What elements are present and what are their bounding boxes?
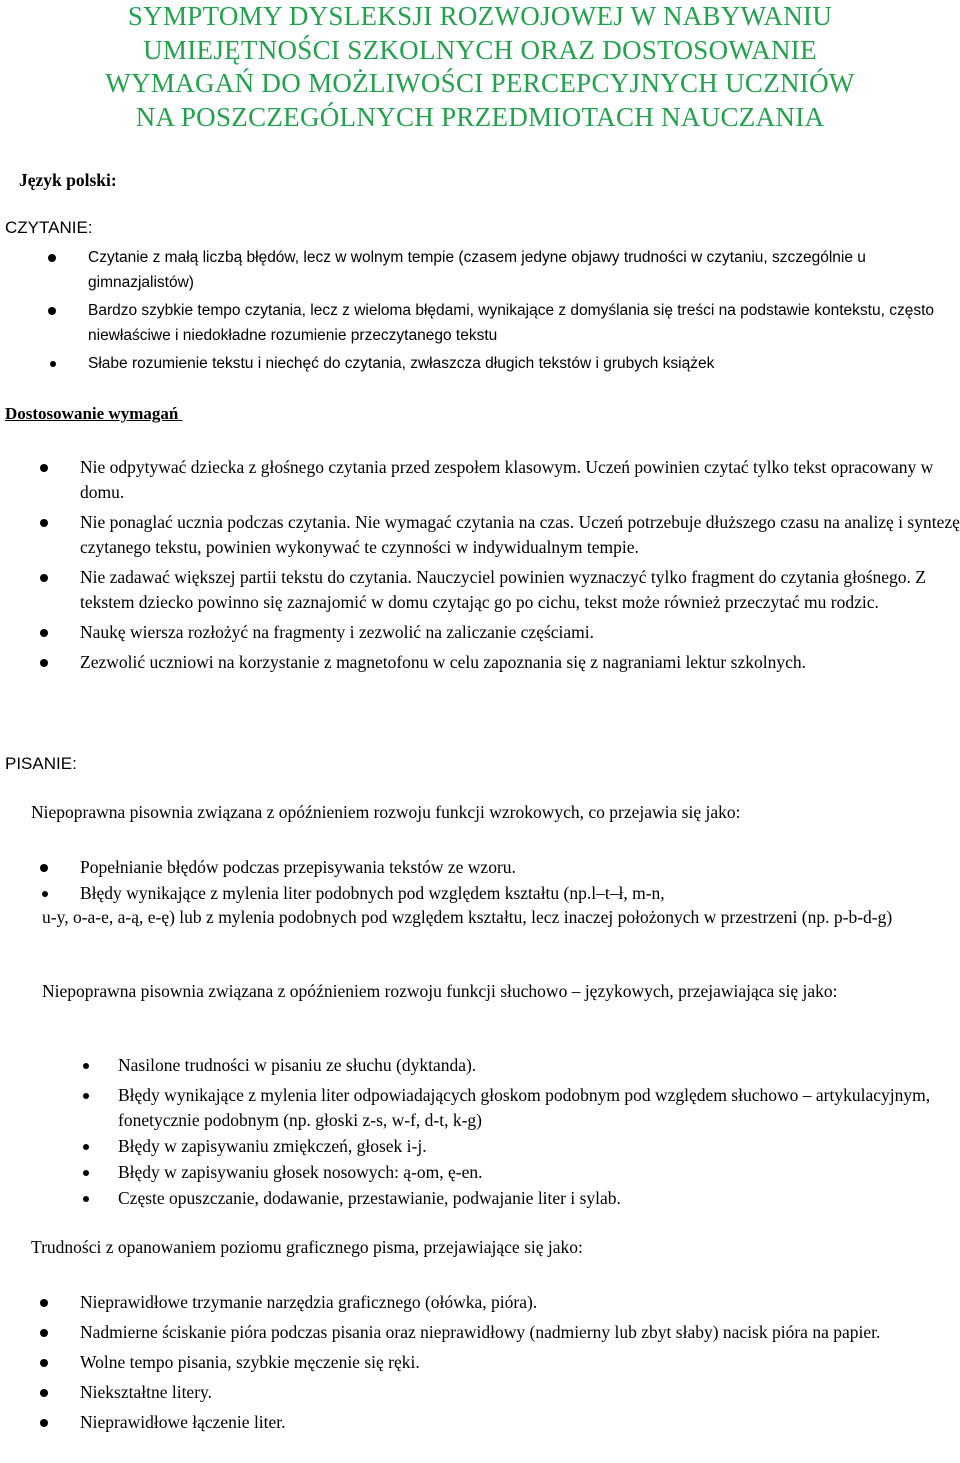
- wzrokowe-intro: Niepoprawna pisownia związana z opóźnieniem rozwoju funkcji wzrokowych, co przejawia się jako:: [31, 802, 741, 822]
- title-line: WYMAGAŃ DO MOŻLIWOŚCI PERCEPCYJNYCH UCZNIÓW: [105, 68, 855, 98]
- bullet-icon: [42, 891, 48, 897]
- bullet-icon: [83, 1196, 89, 1202]
- list-item: Naukę wiersza rozłożyć na fragmenty i zezwolić na zaliczanie częściami.: [80, 620, 960, 645]
- bullet-icon: [40, 1329, 48, 1337]
- list-item: Błędy w zapisywaniu zmiękczeń, głosek i-j.: [118, 1134, 960, 1159]
- list-item: Bardzo szybkie tempo czytania, lecz z wieloma błędami, wynikające z domyślania się treści na podstawie kontekstu, często niewłaściwe i niedokładne rozumienie przeczytanego tekstu: [88, 298, 954, 348]
- bullet-icon: [48, 307, 56, 315]
- list-item: Zezwolić uczniowi na korzystanie z magnetofonu w celu zapoznania się z nagraniami lektur szkolnych.: [80, 650, 960, 675]
- document-title: [0, 0, 960, 134]
- bullet-icon: [40, 519, 48, 527]
- title-line: UMIEJĘTNOŚCI SZKOLNYCH ORAZ DOSTOSOWANIE: [143, 34, 817, 65]
- graficzne-intro: Trudności z opanowaniem poziomu graficznego pisma, przejawiające się jako:: [31, 1237, 583, 1257]
- dostosowanie-list: [80, 455, 960, 675]
- list-item: Częste opuszczanie, dodawanie, przestawianie, podwajanie liter i sylab.: [118, 1186, 960, 1211]
- list-item: Nieprawidłowe łączenie liter.: [80, 1410, 960, 1435]
- sluchowe-intro: Niepoprawna pisownia związana z opóźnieniem rozwoju funkcji słuchowo – językowych, przejawiająca się jako:: [42, 981, 838, 1001]
- bullet-icon: [40, 659, 48, 667]
- bullet-icon: [40, 629, 48, 637]
- bullet-icon: [40, 464, 48, 472]
- title-line: SYMPTOMY DYSLEKSJI ROZWOJOWEJ W NABYWANIU: [127, 1, 833, 31]
- bullet-icon: [83, 1093, 89, 1099]
- wzrokowe-list: [80, 855, 960, 906]
- list-item: Nie ponaglać ucznia podczas czytania. Nie wymagać czytania na czas. Uczeń potrzebuje dłuższego czasu na analizę i syntezę czytanego tekstu, powinien wykonywać te czynności w indywidualnym tempie.: [80, 510, 960, 560]
- bullet-icon: [40, 574, 48, 582]
- graficzne-list: [80, 1290, 960, 1435]
- list-item: Wolne tempo pisania, szybkie męczenie się ręki.: [80, 1350, 960, 1375]
- title-line: NA POSZCZEGÓLNYCH PRZEDMIOTACH NAUCZANIA: [135, 101, 825, 132]
- list-item: Nieprawidłowe trzymanie narzędzia graficznego (ołówka, pióra).: [80, 1290, 960, 1315]
- bullet-icon: [40, 1359, 48, 1367]
- czytanie-list: [88, 245, 954, 376]
- bullet-icon: [40, 1419, 48, 1427]
- list-item: Nadmierne ściskanie pióra podczas pisania oraz nieprawidłowy (nadmierny lub zbyt słaby) nacisk pióra na papier.: [80, 1320, 960, 1345]
- bullet-icon: [83, 1170, 89, 1176]
- list-item: Słabe rozumienie tekstu i niechęć do czytania, zwłaszcza długich tekstów i grubych książek: [88, 351, 954, 376]
- bullet-icon: [40, 864, 48, 872]
- wzrokowe-continuation: u-y, o-a-e, a-ą, e-ę) lub z mylenia podobnych pod względem kształtu, lecz inaczej położonych w przestrzeni (np. p-b-d-g): [42, 907, 893, 927]
- bullet-icon: [83, 1144, 89, 1150]
- list-item: Nie zadawać większej partii tekstu do czytania. Nauczyciel powinien wyznaczyć tylko fragment do czytania głośnego. Z tekstem dziecko powinno się zaznajomić w domu czytając go po cichu, tekst może również przeczytać mu rodzic.: [80, 565, 960, 615]
- bullet-icon: [83, 1063, 89, 1069]
- bullet-icon: [50, 361, 56, 367]
- list-item: Niekształtne litery.: [80, 1380, 960, 1405]
- subject-heading: Język polski:: [19, 170, 117, 190]
- bullet-icon: [40, 1389, 48, 1397]
- list-item: Błędy wynikające z mylenia liter podobnych pod względem kształtu (np.l–t–ł, m-n,: [80, 881, 960, 906]
- list-item: Czytanie z małą liczbą błędów, lecz w wolnym tempie (czasem jedyne objawy trudności w czytaniu, szczególnie u gimnazjalistów): [88, 245, 954, 295]
- list-item: Nasilone trudności w pisaniu ze słuchu (dyktanda).: [118, 1053, 960, 1078]
- list-item: Nie odpytywać dziecka z głośnego czytania przed zespołem klasowym. Uczeń powinien czytać tylko tekst opracowany w domu.: [80, 455, 960, 505]
- pisanie-heading: PISANIE:: [5, 754, 77, 773]
- bullet-icon: [40, 1299, 48, 1307]
- list-item: Błędy w zapisywaniu głosek nosowych: ą-om, ę-en.: [118, 1160, 960, 1185]
- list-item: Popełnianie błędów podczas przepisywania tekstów ze wzoru.: [80, 855, 960, 880]
- list-item: Błędy wynikające z mylenia liter odpowiadających głoskom podobnym pod względem słuchowo – artykulacyjnym, fonetycznie podobnym (np. głoski z-s, w-f, d-t, k-g): [118, 1083, 960, 1133]
- czytanie-heading: CZYTANIE:: [5, 218, 93, 237]
- bullet-icon: [48, 254, 56, 262]
- dostosowanie-heading: Dostosowanie wymagań: [5, 404, 179, 423]
- sluchowe-list: [118, 1053, 960, 1211]
